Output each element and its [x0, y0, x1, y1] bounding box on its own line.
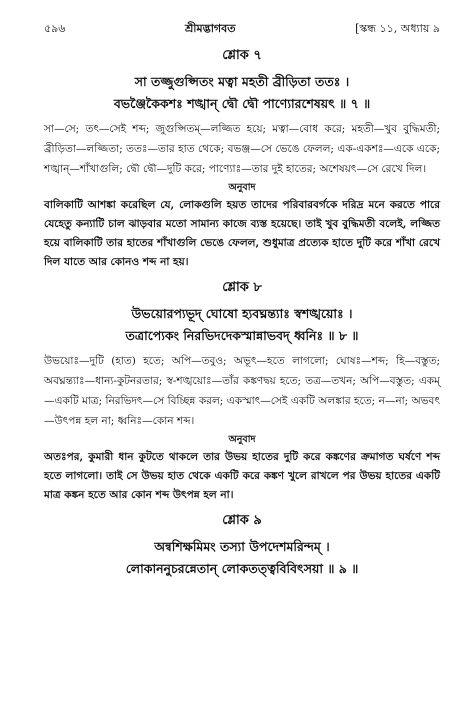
translation-text: অতঃপর, কুমারী ধান কুটতে থাকলে তার উভয় হাতের দুটি করে কঙ্কণের ক্রমাগত ঘর্ষণে শব্দ হতে লাগলো। তাই সে উভয় হাত থেকে একটি করে কঙ্কণ খুলে রাখলে পর উভয় হাতের একটি মাত্র কঙ্কন হতে আর কোন শব্দ উৎপন্ন হল না। [44, 451, 440, 501]
verse-line: উভয়োরপ্যভূদ্ ঘোষো হ্যবঘ্নন্ত্যাঃ স্বশঙ্খয়োঃ । [131, 306, 353, 321]
book-title: শ্রীমদ্ভাগবত [185, 22, 236, 35]
page-number: ৫৯৬ [44, 22, 66, 35]
page-header [44, 20, 440, 40]
word-meanings: উভয়োঃ—দুটি (হাত) হতে; অপি—তবুও; অভূৎ—হতে লাগলো; ঘোষঃ—শব্দ; হি—বস্তুত; অবঘ্নন্ত্যাঃ—ধান্য-কুটনরতার; স্ব-শঙ্খয়োঃ—তাঁর কঙ্কণদ্বয় হতে; তত্র—তখন; অপি—বস্তুত; একম্—একটি মাত্র; নিরভিদৎ—সে বিচ্ছিন্ন করল; একস্মাৎ—সেই একটি অলঙ্কার হতে; ন—না; অভবৎ—উৎপন্ন হল না; ধ্বনিঃ—কোন শব্দ। [44, 355, 440, 427]
verse-heading: শ্লোক ৮ [222, 280, 262, 295]
document-page [44, 20, 440, 586]
verse-line: বভঞ্জৈকৈকশঃ শঙ্খান্ দ্বৌ দ্বৌ পাণ্যোরশেষয়ৎ ॥ ৭ ॥ [113, 96, 371, 111]
verse-line: সা তজ্জুগুপ্সিতং মত্বা মহতী ব্রীড়িতা ততঃ । [134, 74, 350, 89]
translation-heading: অনুবাদ [228, 182, 256, 193]
verse-heading: শ্লোক ৯ [222, 513, 262, 528]
verse-line: তত্রাপ্যেকং নিরভিদদেকস্মান্নাভবদ্ ধ্বনিঃ ॥ ৮ ॥ [125, 328, 359, 343]
verse-line: অন্বশিক্ষমিমং তস্যা উপদেশমরিন্দম্ । [154, 539, 330, 554]
translation-heading: অনুবাদ [228, 434, 256, 445]
verse-section-7 [44, 46, 440, 272]
chapter-reference: [স্কন্ধ ১১, অধ্যায় ৯ [355, 22, 440, 35]
verse-line: লোকাননুচরন্নেতান্ লোকতত্ত্ববিবিৎসয়া ॥ ৯ ॥ [125, 561, 359, 576]
verse-section-9 [44, 511, 440, 580]
verse-heading: শ্লোক ৭ [222, 48, 262, 63]
word-meanings: সা—সে; তৎ—সেই শব্দ; জুগুপ্সিতম্—লজ্জিত হয়ে; মত্বা—বোধ করে; মহতী—খুব বুদ্ধিমতী; ব্রীড়িতা—লজ্জিতা; ততঃ—তার হাত থেকে; বভঞ্জ—সে ভেঙে ফেলল; এক-একশঃ—একে একে; শঙ্খান্—শাঁখাগুলি; দ্বৌ দ্বৌ—দুটি করে; পাণ্যোঃ—তার দুই হাতের; অশেষয়ৎ—সে রেখে দিল। [44, 123, 440, 175]
translation-text: বালিকাটি আশঙ্কা করেছিল যে, লোকগুলি হয়ত তাদের পরিবারবর্গকে দরিদ্র মনে করতে পারে যেহেতু কন্যাটি চাল ঝাড়বার মতো সামান্য কাজে ব্যস্ত হয়েছে। তাই খুব বুদ্ধিমতী বলেই, লজ্জিত হয়ে বালিকাটি তার হাতের শাঁখাগুলি ভেঙে ফেলল, শুধুমাত্র প্রত্যেক হাতে দুটি করে শাঁখা রেখে দিল যাতে আর কোনও শব্দ না হয়। [44, 199, 440, 268]
verse-section-8 [44, 278, 440, 505]
